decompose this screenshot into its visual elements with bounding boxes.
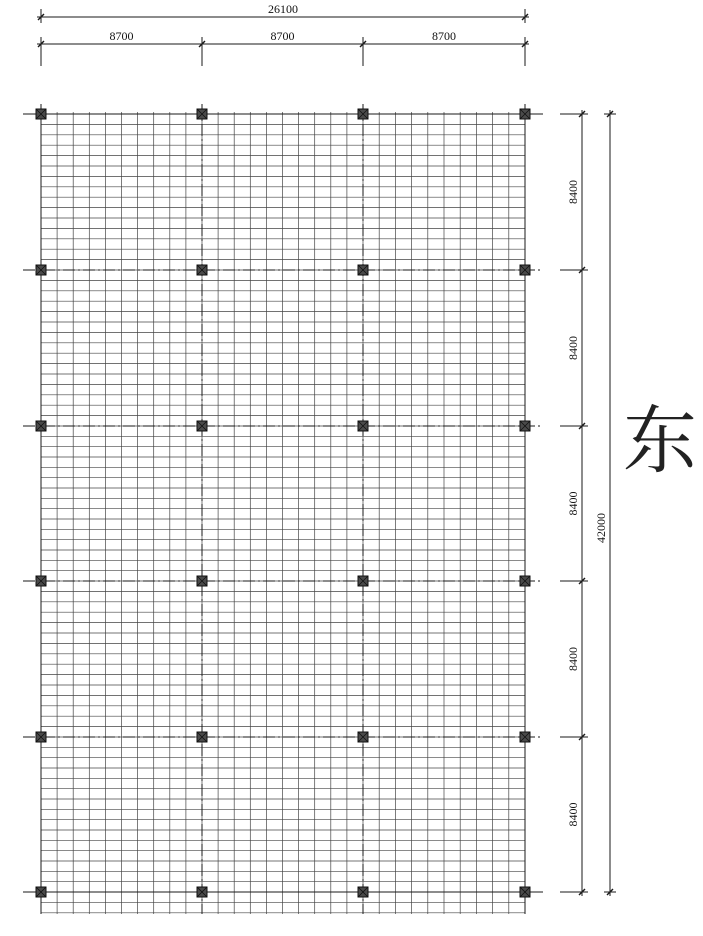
structural-column <box>197 265 207 275</box>
structural-column <box>36 421 46 431</box>
structural-column <box>197 732 207 742</box>
structural-column <box>520 265 530 275</box>
structural-column <box>358 732 368 742</box>
top-span-dimension-3: 8700 <box>432 29 456 43</box>
structural-column <box>36 887 46 897</box>
right-span-dimension-4: 8400 <box>566 647 580 671</box>
right-span-dimension-2: 8400 <box>566 336 580 360</box>
right-overall-dimension: 42000 <box>594 513 608 543</box>
fine-grid-lines <box>41 112 525 914</box>
structural-column <box>520 421 530 431</box>
structural-columns <box>36 109 530 897</box>
structural-column <box>358 265 368 275</box>
structural-column <box>520 732 530 742</box>
structural-column <box>36 576 46 586</box>
structural-column <box>36 732 46 742</box>
structural-column <box>197 109 207 119</box>
right-span-dimension-1: 8400 <box>566 180 580 204</box>
right-dimension-chain <box>560 110 616 896</box>
structural-column <box>197 887 207 897</box>
right-span-dimension-3: 8400 <box>566 491 580 516</box>
right-span-dimension-5: 8400 <box>566 802 580 827</box>
top-overall-dimension: 26100 <box>268 2 298 16</box>
structural-column <box>520 109 530 119</box>
structural-column <box>520 887 530 897</box>
structural-column <box>358 887 368 897</box>
top-span-dimension-1: 8700 <box>109 29 134 43</box>
structural-column <box>197 576 207 586</box>
structural-column <box>36 109 46 119</box>
structural-column <box>358 421 368 431</box>
structural-column <box>36 265 46 275</box>
top-span-dimension-2: 8700 <box>270 29 295 43</box>
structural-column <box>358 109 368 119</box>
direction-label-east: 东 <box>623 398 697 484</box>
structural-column <box>358 576 368 586</box>
structural-column <box>197 421 207 431</box>
top-dimension-chain <box>37 2 529 66</box>
structural-column <box>520 576 530 586</box>
